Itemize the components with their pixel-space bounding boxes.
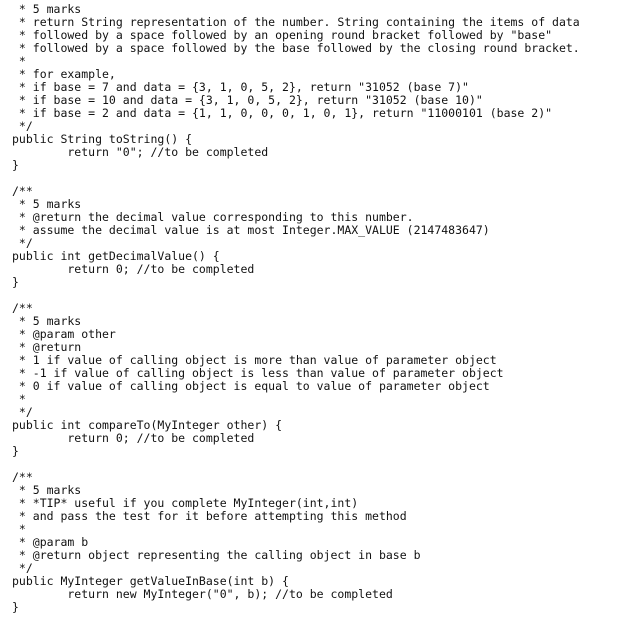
code-line: * *TIP* useful if you complete MyInteger(int,int) <box>12 496 359 510</box>
code-line: * @param b <box>12 535 89 549</box>
code-line: return new MyInteger("0", b); //to be completed <box>12 587 393 601</box>
code-line: * @return <box>12 340 82 354</box>
code-line: * followed by a space followed by the base followed by the closing round bracket. <box>12 41 580 55</box>
code-line: * if base = 7 and data = {3, 1, 0, 5, 2}, return "31052 (base 7)" <box>12 80 469 94</box>
code-line: * @return the decimal value corresponding to this number. <box>12 210 414 224</box>
code-line: * <box>12 54 26 68</box>
code-line: * and pass the test for it before attempting this method <box>12 509 407 523</box>
code-line: public MyInteger getValueInBase(int b) { <box>12 574 289 588</box>
code-line: */ <box>12 561 33 575</box>
code-line: public int compareTo(MyInteger other) { <box>12 418 283 432</box>
code-line: * for example, <box>12 67 116 81</box>
code-line: public String toString() { <box>12 132 193 146</box>
code-line: */ <box>12 236 33 250</box>
code-line: } <box>12 158 19 172</box>
code-line: * followed by a space followed by an opening round bracket followed by "base" <box>12 28 553 42</box>
code-line: * 5 marks <box>12 483 82 497</box>
code-line: } <box>12 444 19 458</box>
code-line: return "0"; //to be completed <box>12 145 269 159</box>
code-line: } <box>12 600 19 614</box>
code-line: * if base = 2 and data = {1, 1, 0, 0, 0, 1, 0, 1}, return "11000101 (base 2)" <box>12 106 553 120</box>
code-line: */ <box>12 119 33 133</box>
code-line: public int getDecimalValue() { <box>12 249 220 263</box>
code-line: * -1 if value of calling object is less than value of parameter object <box>12 366 504 380</box>
code-line: /** <box>12 470 33 484</box>
code-line: return 0; //to be completed <box>12 262 255 276</box>
code-line: * @return object representing the calling object in base b <box>12 548 421 562</box>
code-line: * 0 if value of calling object is equal to value of parameter object <box>12 379 490 393</box>
code-line: return 0; //to be completed <box>12 431 255 445</box>
code-line: * return String representation of the number. String containing the items of data <box>12 15 580 29</box>
code-line: * 5 marks <box>12 2 82 16</box>
code-line: */ <box>12 405 33 419</box>
code-line: * @param other <box>12 327 116 341</box>
code-line: * if base = 10 and data = {3, 1, 0, 5, 2}, return "31052 (base 10)" <box>12 93 483 107</box>
code-line: * 5 marks <box>12 197 82 211</box>
code-line: * assume the decimal value is at most Integer.MAX_VALUE (2147483647) <box>12 223 490 237</box>
code-line: } <box>12 275 19 289</box>
code-line: * <box>12 392 26 406</box>
code-line: * 1 if value of calling object is more than value of parameter object <box>12 353 497 367</box>
code-line: /** <box>12 184 33 198</box>
code-line: * 5 marks <box>12 314 82 328</box>
code-line: /** <box>12 301 33 315</box>
code-line: * <box>12 522 26 536</box>
